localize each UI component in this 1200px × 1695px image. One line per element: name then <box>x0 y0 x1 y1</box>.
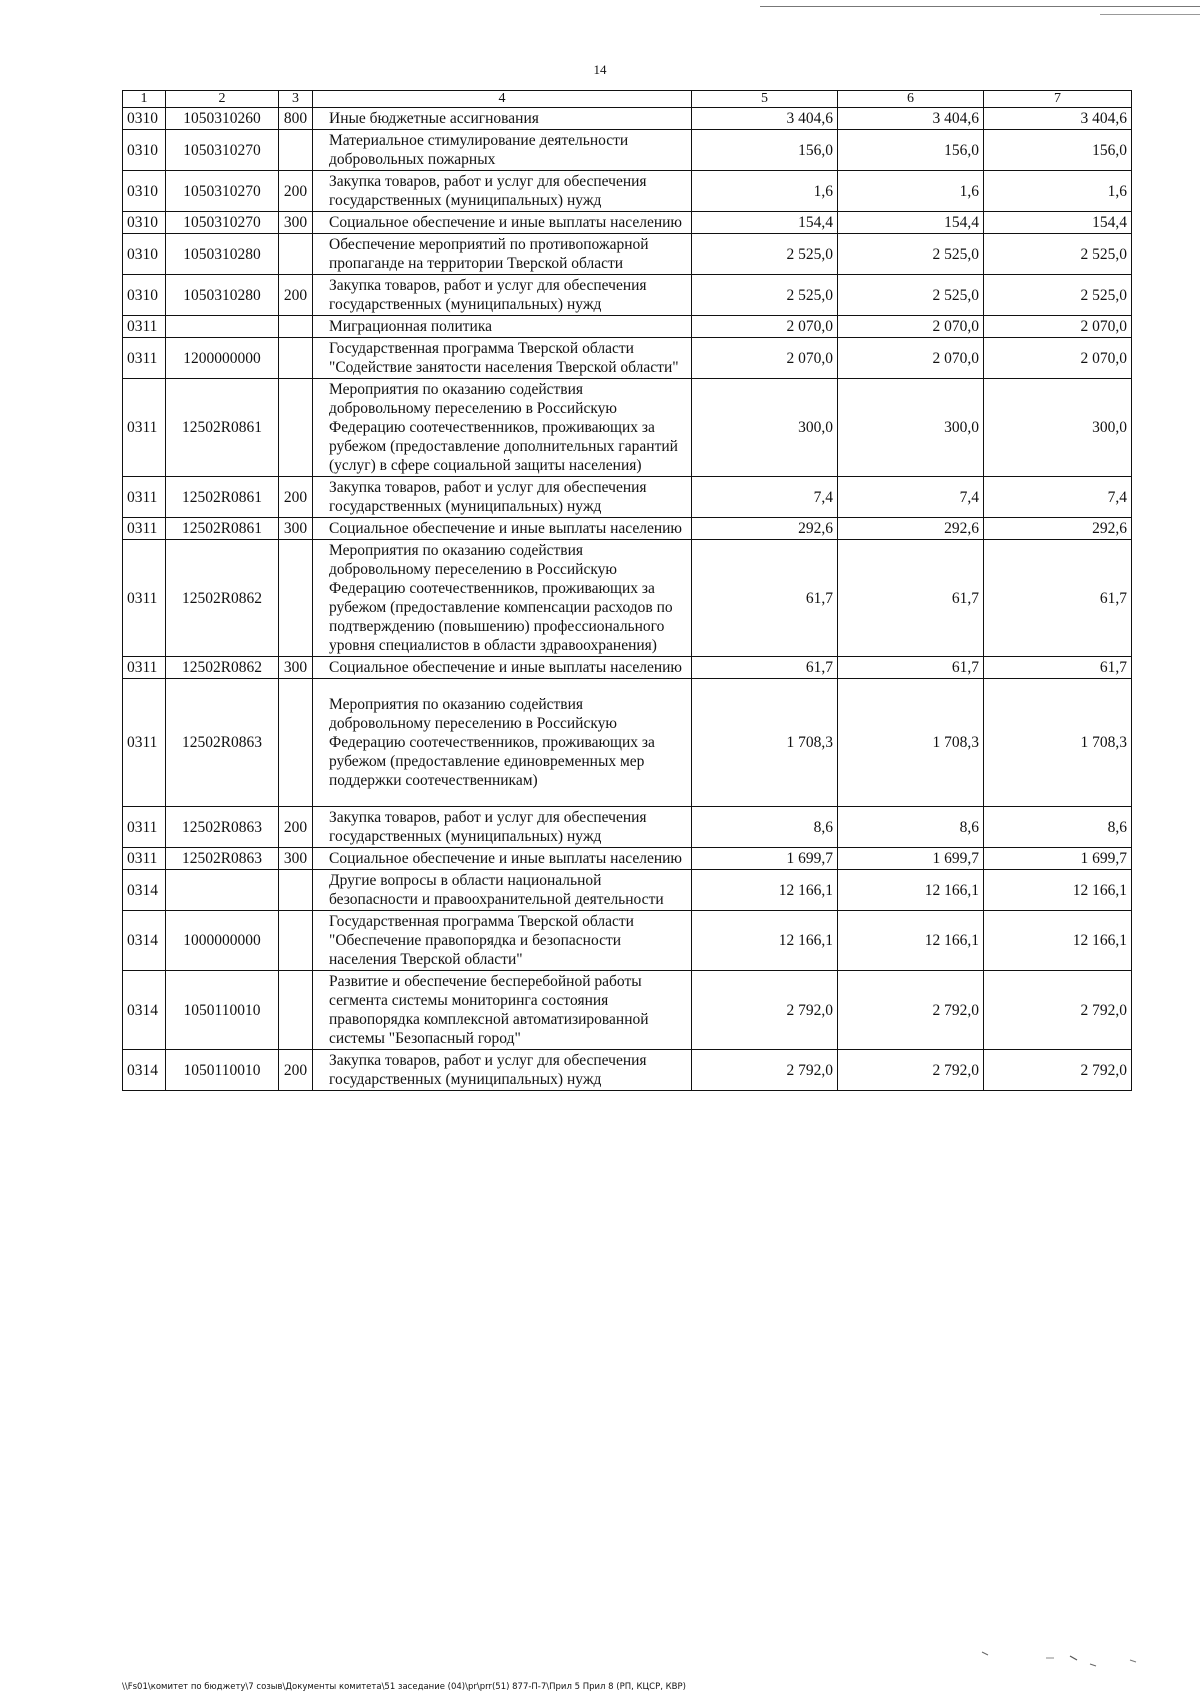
page-number: 14 <box>593 62 607 77</box>
expense-type-cell <box>279 130 313 171</box>
amount-cell: 156,0 <box>838 130 984 171</box>
target-article-cell: 1050110010 <box>166 971 279 1050</box>
section-code-cell: 0314 <box>123 1050 166 1091</box>
section-code-cell: 0310 <box>123 108 166 130</box>
amount-cell: 2 070,0 <box>838 338 984 379</box>
table-row <box>123 171 1132 212</box>
amount-cell: 61,7 <box>984 540 1132 657</box>
item-name-cell: Мероприятия по оказанию содействия добровольному переселению в Российскую Федерацию соотечественников, проживающих за рубежом (предоставление дополнительных гарантий (услуг) в сфере социальной защиты населения) <box>313 379 692 477</box>
amount-cell: 2 792,0 <box>838 1050 984 1091</box>
amount-cell: 154,4 <box>692 212 838 234</box>
table-row <box>123 540 1132 657</box>
amount-cell: 3 404,6 <box>838 108 984 130</box>
expense-type-cell: 800 <box>279 108 313 130</box>
item-name-cell: Закупка товаров, работ и услуг для обеспечения государственных (муниципальных) нужд <box>313 1050 692 1091</box>
amount-cell: 7,4 <box>984 477 1132 518</box>
expense-type-cell: 200 <box>279 477 313 518</box>
amount-cell: 1 699,7 <box>984 848 1132 870</box>
amount-cell: 2 525,0 <box>692 234 838 275</box>
amount-cell: 2 792,0 <box>984 1050 1132 1091</box>
table-row <box>123 657 1132 679</box>
amount-cell: 12 166,1 <box>692 870 838 911</box>
table-row <box>123 679 1132 807</box>
amount-cell: 61,7 <box>692 657 838 679</box>
scan-edge-line <box>1100 14 1200 15</box>
amount-cell: 2 070,0 <box>984 316 1132 338</box>
amount-cell: 12 166,1 <box>692 911 838 971</box>
amount-cell: 8,6 <box>692 807 838 848</box>
amount-cell: 8,6 <box>838 807 984 848</box>
amount-cell: 12 166,1 <box>838 911 984 971</box>
amount-cell: 300,0 <box>984 379 1132 477</box>
amount-cell: 292,6 <box>984 518 1132 540</box>
amount-cell: 2 525,0 <box>838 234 984 275</box>
table-row <box>123 518 1132 540</box>
column-header: 4 <box>313 91 692 108</box>
amount-cell: 300,0 <box>838 379 984 477</box>
item-name-cell: Закупка товаров, работ и услуг для обеспечения государственных (муниципальных) нужд <box>313 171 692 212</box>
expense-type-cell: 300 <box>279 518 313 540</box>
column-header: 6 <box>838 91 984 108</box>
section-code-cell: 0314 <box>123 971 166 1050</box>
target-article-cell: 1050310260 <box>166 108 279 130</box>
amount-cell: 2 070,0 <box>692 338 838 379</box>
column-header: 2 <box>166 91 279 108</box>
amount-cell: 2 792,0 <box>984 971 1132 1050</box>
target-article-cell: 1050110010 <box>166 1050 279 1091</box>
table-row <box>123 275 1132 316</box>
expense-type-cell <box>279 540 313 657</box>
section-code-cell: 0314 <box>123 911 166 971</box>
amount-cell: 1 708,3 <box>838 679 984 807</box>
amount-cell: 2 792,0 <box>692 971 838 1050</box>
expense-type-cell <box>279 870 313 911</box>
section-code-cell: 0314 <box>123 870 166 911</box>
amount-cell: 61,7 <box>838 540 984 657</box>
amount-cell: 2 070,0 <box>984 338 1132 379</box>
item-name-cell: Материальное стимулирование деятельности добровольных пожарных <box>313 130 692 171</box>
target-article-cell: 12502R0863 <box>166 807 279 848</box>
item-name-cell: Развитие и обеспечение бесперебойной работы сегмента системы мониторинга состояния правопорядка комплексной автоматизированной системы "Безопасный город" <box>313 971 692 1050</box>
target-article-cell: 1050310270 <box>166 130 279 171</box>
amount-cell: 2 525,0 <box>984 275 1132 316</box>
amount-cell: 154,4 <box>838 212 984 234</box>
target-article-cell: 12502R0861 <box>166 477 279 518</box>
item-name-cell: Закупка товаров, работ и услуг для обеспечения государственных (муниципальных) нужд <box>313 477 692 518</box>
amount-cell: 2 792,0 <box>838 971 984 1050</box>
amount-cell: 1,6 <box>692 171 838 212</box>
target-article-cell: 12502R0862 <box>166 657 279 679</box>
expense-type-cell <box>279 379 313 477</box>
target-article-cell: 1200000000 <box>166 338 279 379</box>
table-row <box>123 848 1132 870</box>
item-name-cell: Закупка товаров, работ и услуг для обеспечения государственных (муниципальных) нужд <box>313 275 692 316</box>
table-row <box>123 108 1132 130</box>
target-article-cell: 1050310280 <box>166 234 279 275</box>
amount-cell: 1 699,7 <box>692 848 838 870</box>
target-article-cell: 12502R0861 <box>166 518 279 540</box>
item-name-cell: Социальное обеспечение и иные выплаты населению <box>313 518 692 540</box>
table-row <box>123 477 1132 518</box>
section-code-cell: 0311 <box>123 379 166 477</box>
target-article-cell: 12502R0863 <box>166 679 279 807</box>
expense-type-cell: 200 <box>279 171 313 212</box>
item-name-cell: Обеспечение мероприятий по противопожарной пропаганде на территории Тверской области <box>313 234 692 275</box>
table-row <box>123 316 1132 338</box>
section-code-cell: 0311 <box>123 518 166 540</box>
table-row <box>123 807 1132 848</box>
section-code-cell: 0310 <box>123 234 166 275</box>
item-name-cell: Закупка товаров, работ и услуг для обеспечения государственных (муниципальных) нужд <box>313 807 692 848</box>
expense-type-cell: 300 <box>279 657 313 679</box>
column-header: 1 <box>123 91 166 108</box>
amount-cell: 3 404,6 <box>692 108 838 130</box>
expense-type-cell <box>279 316 313 338</box>
amount-cell: 1 699,7 <box>838 848 984 870</box>
table-row <box>123 130 1132 171</box>
section-code-cell: 0310 <box>123 130 166 171</box>
target-article-cell: 12502R0862 <box>166 540 279 657</box>
expense-type-cell <box>279 338 313 379</box>
expense-type-cell <box>279 234 313 275</box>
item-name-cell: Социальное обеспечение и иные выплаты населению <box>313 212 692 234</box>
budget-table <box>122 90 1132 1091</box>
amount-cell: 3 404,6 <box>984 108 1132 130</box>
item-name-cell: Государственная программа Тверской области "Содействие занятости населения Тверской области" <box>313 338 692 379</box>
amount-cell: 2 525,0 <box>692 275 838 316</box>
amount-cell: 2 792,0 <box>692 1050 838 1091</box>
column-header: 7 <box>984 91 1132 108</box>
target-article-cell <box>166 870 279 911</box>
target-article-cell: 1050310270 <box>166 212 279 234</box>
item-name-cell: Социальное обеспечение и иные выплаты населению <box>313 657 692 679</box>
amount-cell: 156,0 <box>692 130 838 171</box>
column-header: 5 <box>692 91 838 108</box>
amount-cell: 12 166,1 <box>838 870 984 911</box>
section-code-cell: 0311 <box>123 540 166 657</box>
column-header: 3 <box>279 91 313 108</box>
amount-cell: 2 070,0 <box>838 316 984 338</box>
amount-cell: 8,6 <box>984 807 1132 848</box>
item-name-cell: Иные бюджетные ассигнования <box>313 108 692 130</box>
item-name-cell: Миграционная политика <box>313 316 692 338</box>
amount-cell: 12 166,1 <box>984 911 1132 971</box>
target-article-cell: 1000000000 <box>166 911 279 971</box>
target-article-cell: 12502R0861 <box>166 379 279 477</box>
section-code-cell: 0311 <box>123 477 166 518</box>
section-code-cell: 0311 <box>123 338 166 379</box>
file-path-footer: \\Fs01\комитет по бюджету\7 созыв\Документы комитета\51 заседание (04)\pr\prr(51) 877-П-7\Прил 5 Прил 8 (РП, КЦСР, КВР) <box>122 1682 686 1692</box>
section-code-cell: 0311 <box>123 316 166 338</box>
amount-cell: 61,7 <box>692 540 838 657</box>
table-row <box>123 870 1132 911</box>
scan-edge-line <box>760 6 1200 7</box>
amount-cell: 292,6 <box>838 518 984 540</box>
target-article-cell: 12502R0863 <box>166 848 279 870</box>
amount-cell: 1,6 <box>984 171 1132 212</box>
table-row <box>123 212 1132 234</box>
amount-cell: 1 708,3 <box>692 679 838 807</box>
amount-cell: 12 166,1 <box>984 870 1132 911</box>
amount-cell: 1 708,3 <box>984 679 1132 807</box>
expense-type-cell: 200 <box>279 275 313 316</box>
table-row <box>123 911 1132 971</box>
expense-type-cell: 200 <box>279 1050 313 1091</box>
section-code-cell: 0311 <box>123 679 166 807</box>
amount-cell: 2 525,0 <box>984 234 1132 275</box>
expense-type-cell: 300 <box>279 212 313 234</box>
expense-type-cell <box>279 971 313 1050</box>
scan-specks <box>980 1620 1180 1680</box>
amount-cell: 7,4 <box>692 477 838 518</box>
section-code-cell: 0311 <box>123 848 166 870</box>
amount-cell: 156,0 <box>984 130 1132 171</box>
amount-cell: 300,0 <box>692 379 838 477</box>
amount-cell: 154,4 <box>984 212 1132 234</box>
table-row <box>123 338 1132 379</box>
amount-cell: 292,6 <box>692 518 838 540</box>
amount-cell: 2 070,0 <box>692 316 838 338</box>
expense-type-cell: 200 <box>279 807 313 848</box>
amount-cell: 61,7 <box>838 657 984 679</box>
table-body <box>123 108 1132 1091</box>
item-name-cell: Другие вопросы в области национальной безопасности и правоохранительной деятельности <box>313 870 692 911</box>
target-article-cell: 1050310270 <box>166 171 279 212</box>
table-row <box>123 971 1132 1050</box>
target-article-cell: 1050310280 <box>166 275 279 316</box>
item-name-cell: Государственная программа Тверской области "Обеспечение правопорядка и безопасности населения Тверской области" <box>313 911 692 971</box>
amount-cell: 7,4 <box>838 477 984 518</box>
item-name-cell: Мероприятия по оказанию содействия добровольному переселению в Российскую Федерацию соотечественников, проживающих за рубежом (предоставление единовременных мер поддержки соотечественникам) <box>313 679 692 807</box>
section-code-cell: 0310 <box>123 171 166 212</box>
item-name-cell: Мероприятия по оказанию содействия добровольному переселению в Российскую Федерацию соотечественников, проживающих за рубежом (предоставление компенсации расходов по подтверждению (повышению) профессионального уровня специалистов в области здравоохранения) <box>313 540 692 657</box>
table-row <box>123 379 1132 477</box>
table-header-row <box>123 91 1132 108</box>
section-code-cell: 0311 <box>123 657 166 679</box>
amount-cell: 1,6 <box>838 171 984 212</box>
amount-cell: 2 525,0 <box>838 275 984 316</box>
section-code-cell: 0311 <box>123 807 166 848</box>
table-row <box>123 234 1132 275</box>
expense-type-cell: 300 <box>279 848 313 870</box>
expense-type-cell <box>279 679 313 807</box>
target-article-cell <box>166 316 279 338</box>
table-row <box>123 1050 1132 1091</box>
amount-cell: 61,7 <box>984 657 1132 679</box>
item-name-cell: Социальное обеспечение и иные выплаты населению <box>313 848 692 870</box>
expense-type-cell <box>279 911 313 971</box>
section-code-cell: 0310 <box>123 212 166 234</box>
section-code-cell: 0310 <box>123 275 166 316</box>
